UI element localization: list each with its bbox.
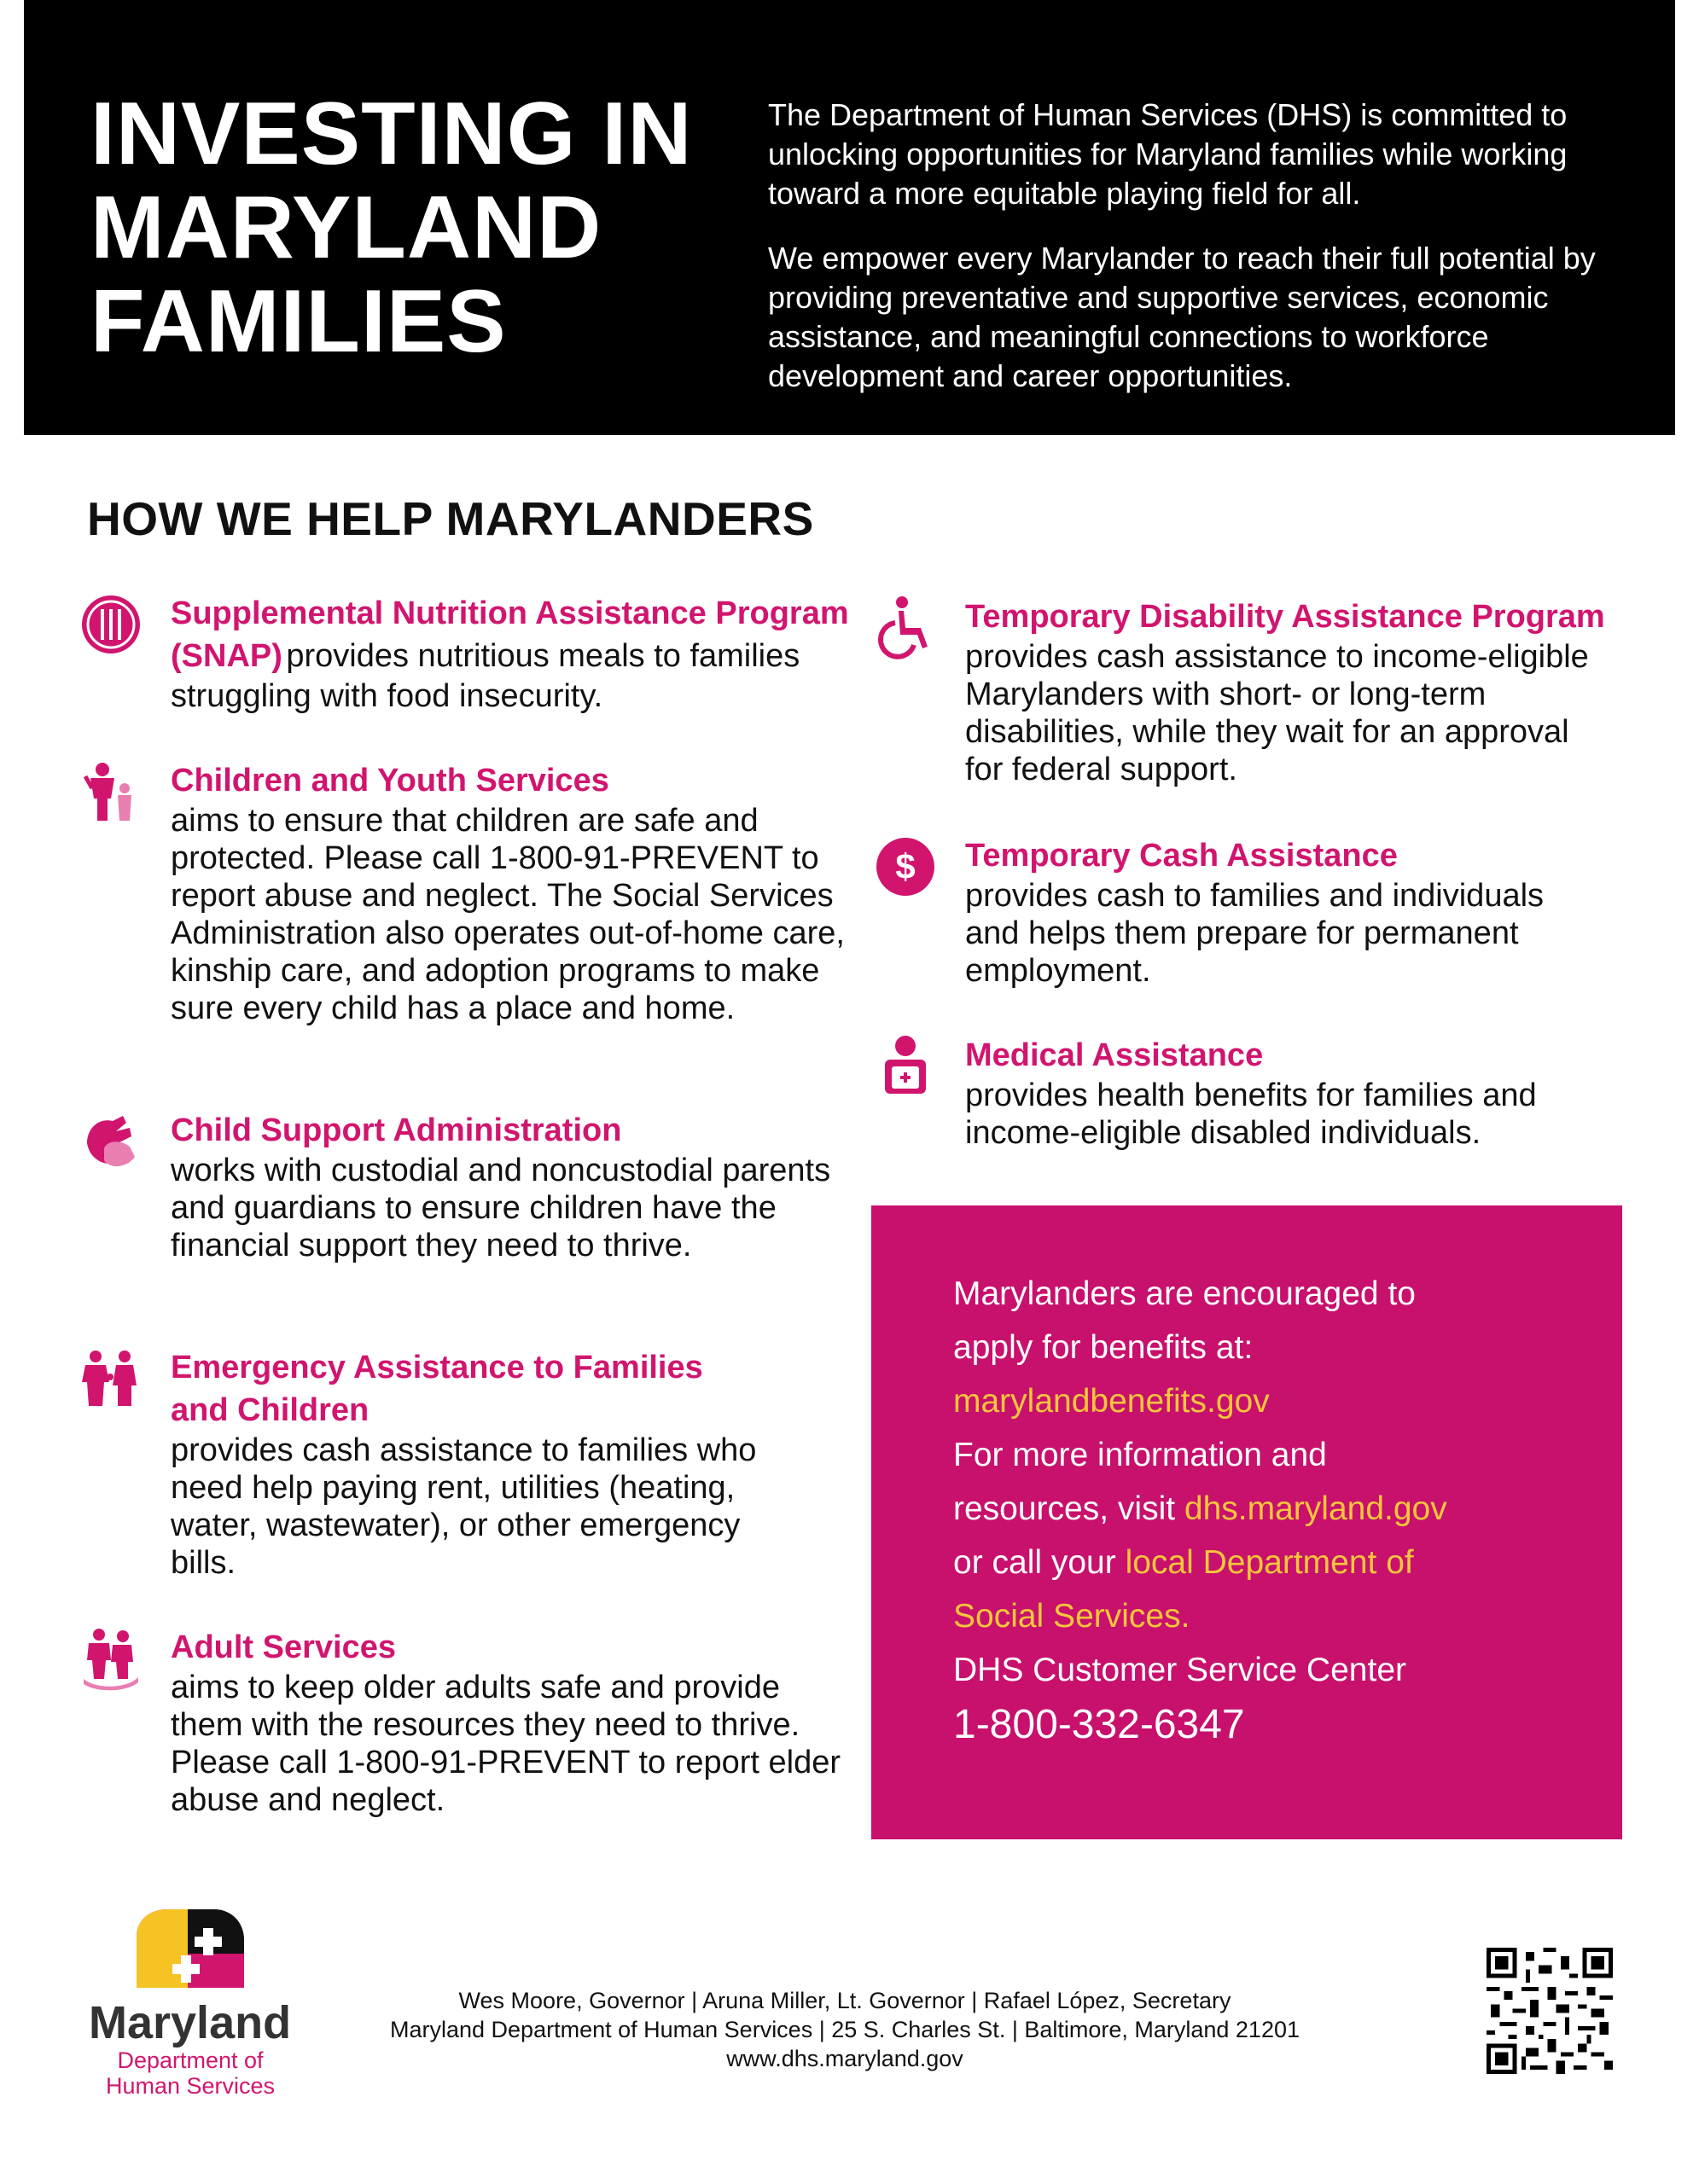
svg-text:$: $	[895, 846, 916, 886]
utensils-icon	[79, 592, 143, 657]
customer-service-phone[interactable]: 1-800-332-6347	[953, 1702, 1245, 1747]
program-description: aims to keep older adults safe and provide them with the resources they need to thrive. Please call 1-800-91-PREVENT to report elder abuse and neglect.	[171, 1670, 841, 1818]
program-description: provides health benefits for families and income-eligible disabled individuals.	[965, 1077, 1537, 1151]
logo-subtitle: Department of Human Services	[105, 2048, 276, 2099]
program-description: aims to ensure that children are safe and protected. Please call 1-800-91-PREVENT to report abuse and neglect. The Social Services Administration also operates out-of-home care, kinship care, and adoption programs to make sure every child has a place and home.	[171, 803, 845, 1026]
benefits-link[interactable]: marylandbenefits.gov	[953, 1383, 1270, 1420]
dollar-icon	[873, 834, 938, 899]
family-icon	[79, 1346, 143, 1411]
program-description: works with custodial and noncustodial parents and guardians to ensure children have the financial support they need to thrive.	[171, 1153, 831, 1263]
program-name: Temporary Cash Assistance	[965, 838, 1398, 874]
customer-service-label: DHS Customer Service Center	[953, 1652, 1406, 1688]
program-name: Supplemental Nutrition Assistance Program (SNAP)	[171, 595, 849, 674]
program-medical-assistance	[965, 1034, 1648, 1152]
program-snap	[171, 592, 853, 715]
children-icon	[79, 759, 143, 824]
program-tdap	[965, 595, 1648, 788]
program-name: Emergency Assistance to Families and Children	[171, 1350, 703, 1428]
apply-info-box: Marylanders are encouraged to apply for benefits at: marylandbenefits.gov For more information and resources, visit dhs.maryland.gov or call your local Department of Social Services. DHS Customer Service Center 1-800-332-6347	[871, 1205, 1622, 1839]
program-name: Child Support Administration	[171, 1112, 622, 1148]
intro-paragraph-2: We empower every Marylander to reach their full potential by providing preventative and supportive services, economic assistance, and meaningful connections to workforce development and career opportunities.	[768, 241, 1596, 393]
qr-code-icon[interactable]	[1487, 1948, 1613, 2074]
intro-paragraph-1: The Department of Human Services (DHS) is committed to unlocking opportunities for Maryland families while working toward a more equitable playing field for all.	[768, 97, 1568, 211]
program-child-support	[171, 1109, 853, 1264]
local-dss-link[interactable]: local Department of	[1125, 1544, 1414, 1581]
section-heading: HOW WE HELP MARYLANDERS	[87, 492, 814, 545]
program-description: provides cash assistance to income-eligible Marylanders with short- or long-term disabilities, while they wait for an approval for federal support.	[965, 639, 1589, 787]
adults-icon	[79, 1626, 143, 1691]
hands-icon	[79, 1109, 143, 1174]
page-title: INVESTING IN MARYLAND FAMILIES	[90, 84, 693, 371]
program-description: provides cash to families and individuals and helps them prepare for permanent employment.	[965, 878, 1545, 989]
footer-website[interactable]: www.dhs.maryland.gov	[726, 2046, 963, 2071]
program-name: Temporary Disability Assistance Program	[965, 599, 1605, 635]
program-name: Medical Assistance	[965, 1037, 1264, 1073]
hero-banner	[24, 0, 1675, 435]
footer	[358, 1986, 1331, 2073]
dhs-link[interactable]: dhs.maryland.gov	[1184, 1490, 1447, 1527]
logo-wordmark: Maryland	[89, 1997, 292, 2048]
program-adult-services	[171, 1626, 853, 1819]
program-emergency-assistance	[171, 1346, 853, 1582]
local-dss-link-cont[interactable]: Social Services.	[953, 1598, 1190, 1635]
medical-icon	[873, 1034, 938, 1099]
program-children-youth	[171, 759, 853, 1027]
wheelchair-icon	[873, 595, 938, 660]
footer-address: Maryland Department of Human Services | 25 S. Charles St. | Baltimore, Maryland 21201	[390, 2017, 1300, 2042]
hero-intro	[768, 96, 1638, 421]
footer-officials: Wes Moore, Governor | Aruna Miller, Lt. Governor | Rafael López, Secretary	[458, 1988, 1231, 2013]
program-description: provides nutritious meals to families struggling with food insecurity.	[171, 638, 800, 714]
program-tca	[895, 834, 1648, 990]
program-name: Children and Youth Services	[171, 763, 609, 799]
program-description: provides cash assistance to families who need help paying rent, utilities (heating, water, wastewater), or other emergency bills.	[171, 1432, 757, 1581]
program-name: Adult Services	[171, 1629, 396, 1665]
